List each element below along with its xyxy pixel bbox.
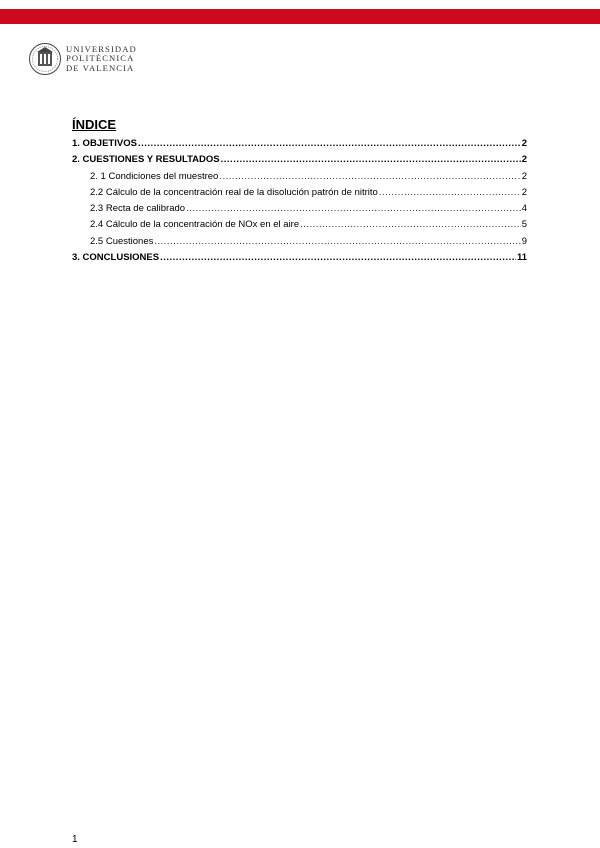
toc-entry-recta-calibrado[interactable] [72,203,527,219]
toc-entry-label: 2. CUESTIONES Y RESULTADOS [72,154,220,166]
toc-entry-page: 2 [521,170,527,182]
toc-entry-objetivos[interactable] [72,138,527,154]
logo-wordmark [66,45,137,73]
toc-entry-page: 2 [521,186,527,198]
toc-leader-dots [221,154,521,165]
toc-leader-dots [379,187,521,198]
toc-entry-page: 5 [521,219,527,231]
page-number: 1 [72,834,78,845]
toc-leader-dots [219,171,520,182]
toc-entry-label: 1. OBJETIVOS [72,138,137,149]
toc-entry-page: 4 [521,203,527,215]
university-logo [28,42,137,76]
table-of-contents [72,117,527,268]
toc-entry-label: 2.3 Recta de calibrado [90,203,186,215]
toc-entry-cuestiones-resultados[interactable] [72,154,527,170]
toc-entry-calculo-concentracion-patron[interactable] [72,187,527,203]
toc-entry-page: 2 [521,138,527,149]
toc-entry-label: 2. 1 Condiciones del muestreo [90,170,219,182]
university-seal-icon [28,42,62,76]
toc-leader-dots [186,203,521,214]
toc-leader-dots [160,252,516,263]
toc-leader-dots [154,236,520,247]
logo-line: POLITÉCNICA [66,53,135,64]
logo-line: UNIVERSIDAD [66,43,137,54]
toc-heading: ÍNDICE [72,117,117,132]
toc-leader-dots [300,219,521,230]
toc-entry-label: 2.2 Cálculo de la concentración real de la disolución patrón de nitrito [90,186,378,198]
toc-entry-condiciones-muestreo[interactable] [72,171,527,187]
toc-entry-label: 2.4 Cálculo de la concentración de NOx en el aire [90,219,300,231]
toc-entry-page: 11 [516,252,527,264]
toc-entry-conclusiones[interactable] [72,252,527,268]
logo-line: DE VALENCIA [66,62,135,73]
toc-entry-label: 3. CONCLUSIONES [72,252,160,264]
toc-entry-calculo-nox[interactable] [72,219,527,235]
toc-entry-page: 9 [521,235,527,247]
header-accent-bar [0,9,600,24]
toc-entry-cuestiones[interactable] [72,236,527,252]
toc-entry-page: 2 [521,154,527,166]
toc-leader-dots [138,138,521,149]
toc-entry-label: 2.5 Cuestiones [90,235,154,247]
